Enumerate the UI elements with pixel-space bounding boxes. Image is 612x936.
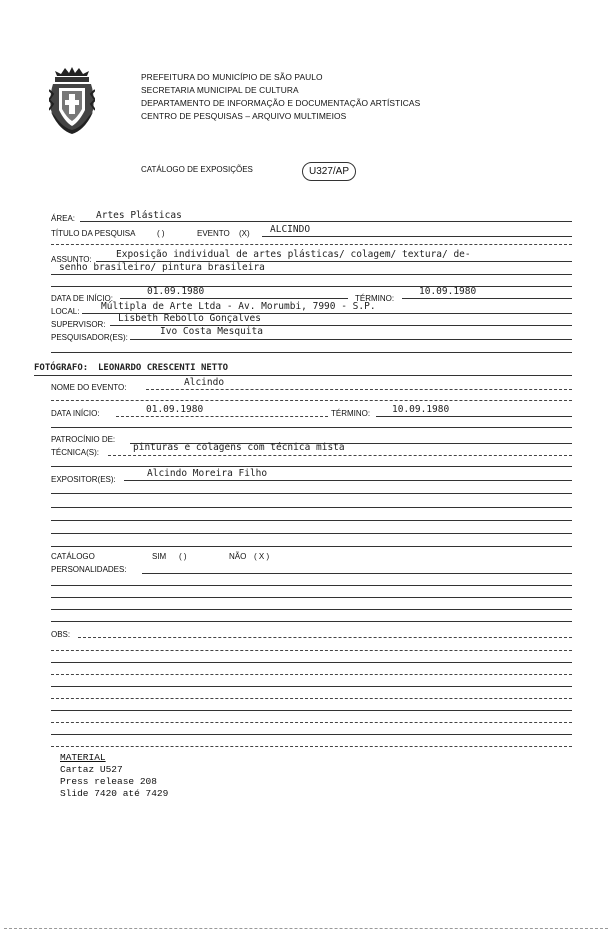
personalidades-blank-4 (51, 621, 572, 622)
material-title: MATERIAL (60, 752, 106, 763)
obs-line (78, 637, 572, 638)
data-inicio-2-label: DATA INÍCIO: (51, 409, 100, 418)
nome-evento-line (146, 389, 572, 390)
header-line-2: SECRETARIA MUNICIPAL DE CULTURA (141, 85, 299, 95)
coat-of-arms-seal (49, 66, 95, 136)
supervisor-value: Lisbeth Rebollo Gonçalves (118, 313, 261, 324)
tecnica-label: TÉCNICA(S): (51, 448, 99, 457)
obs-blank-4 (51, 686, 572, 687)
termino-label: TÉRMINO: (355, 294, 395, 303)
expositor-blank-3 (51, 520, 572, 521)
obs-blank-3 (51, 674, 572, 675)
evento-value: ALCINDO (270, 224, 311, 235)
area-line (80, 221, 572, 222)
blank-line-1 (51, 244, 572, 245)
expositor-blank-1 (51, 493, 572, 494)
material-line-2: Press release 208 (60, 776, 157, 787)
termino-2-value: 10.09.1980 (392, 404, 450, 415)
tecnica-line (108, 455, 572, 456)
obs-blank-5 (51, 698, 572, 699)
fotografo-label: FOTÓGRAFO: (34, 363, 89, 373)
termino-line (402, 298, 572, 299)
data-inicio-line (120, 298, 348, 299)
expositor-blank-2 (51, 507, 572, 508)
data-inicio-value: 01.09.1980 (147, 286, 205, 297)
termino-2-line (376, 416, 572, 417)
assunto-line-2: senho brasileiro/ pintura brasileira (59, 262, 265, 273)
expositor-label: EXPOSITOR(ES): (51, 475, 116, 484)
pesquisador-value: Ivo Costa Mesquita (160, 326, 263, 337)
expositor-line (124, 480, 572, 481)
evento-label: EVENTO (197, 229, 230, 238)
titulo-label: TÍTULO DA PESQUISA (51, 229, 136, 238)
data-inicio-2-line (116, 416, 328, 417)
scan-edge (4, 928, 608, 929)
blank-line-2 (51, 286, 572, 287)
nao-checkbox: ( X ) (254, 552, 270, 561)
material-line-3: Slide 7420 até 7429 (60, 788, 169, 799)
obs-blank-7 (51, 722, 572, 723)
catalogo-label: CATÁLOGO (51, 552, 95, 561)
obs-blank-1 (51, 650, 572, 651)
area-value: Artes Plásticas (96, 210, 182, 221)
personalidades-blank-3 (51, 609, 572, 610)
personalidades-blank-2 (51, 597, 572, 598)
blank-line-5 (51, 427, 572, 428)
area-label: ÁREA: (51, 214, 76, 223)
nome-evento-label: NOME DO EVENTO: (51, 383, 127, 392)
blank-line-6 (51, 466, 572, 467)
supervisor-label: SUPERVISOR: (51, 320, 106, 329)
nao-label: NÃO (229, 552, 247, 561)
obs-blank-8 (51, 734, 572, 735)
catalog-label: CATÁLOGO DE EXPOSIÇÕES (141, 165, 253, 174)
termino-value: 10.09.1980 (419, 286, 477, 297)
obs-blank-6 (51, 710, 572, 711)
local-value: Múltipla de Arte Ltda - Av. Morumbi, 7990 - S.P. (101, 301, 376, 312)
personalidades-blank-1 (51, 585, 572, 586)
material-line-1: Cartaz U527 (60, 764, 123, 775)
tecnica-value: pinturas e colagens com técnica mista (133, 442, 345, 453)
blank-line-4 (51, 400, 572, 401)
assunto-line-1: Exposição individual de artes plásticas/ colagem/ textura/ de- (116, 249, 471, 260)
fotografo-line (34, 375, 572, 376)
obs-blank-9 (51, 746, 572, 747)
catalog-code-stamp: U327/AP (302, 162, 356, 181)
pesquisador-label: PESQUISADOR(ES): (51, 333, 128, 342)
local-label: LOCAL: (51, 307, 80, 316)
sim-label: SIM (152, 552, 167, 561)
evento-line (262, 236, 572, 237)
header-line-3: DEPARTAMENTO DE INFORMAÇÃO E DOCUMENTAÇÃO ARTÍSTICAS (141, 98, 421, 108)
expositor-value: Alcindo Moreira Filho (147, 468, 268, 479)
personalidades-line (142, 573, 572, 574)
patrocinio-label: PATROCÍNIO DE: (51, 435, 116, 444)
personalidades-label: PERSONALIDADES: (51, 565, 127, 574)
sim-checkbox: ( ) (179, 552, 187, 561)
header-line-4: CENTRO DE PESQUISAS – ARQUIVO MULTIMEIOS (141, 111, 347, 121)
nome-evento-value: Alcindo (184, 377, 225, 388)
assunto-underline-2 (51, 274, 572, 275)
evento-checkbox: (X) (239, 229, 250, 238)
data-inicio-label: DATA DE INÍCIO: (51, 294, 113, 303)
expositor-blank-4 (51, 533, 572, 534)
fotografo-value: LEONARDO CRESCENTI NETTO (98, 363, 229, 373)
pesquisador-line (130, 339, 572, 340)
expositor-blank-5 (51, 546, 572, 547)
titulo-checkbox: ( ) (157, 229, 165, 238)
header-line-1: PREFEITURA DO MUNICÍPIO DE SÃO PAULO (141, 72, 323, 82)
blank-line-3 (51, 352, 572, 353)
data-inicio-2-value: 01.09.1980 (146, 404, 204, 415)
obs-label: OBS: (51, 630, 71, 639)
assunto-label: ASSUNTO: (51, 255, 92, 264)
termino-2-label: TÉRMINO: (331, 409, 371, 418)
obs-blank-2 (51, 662, 572, 663)
